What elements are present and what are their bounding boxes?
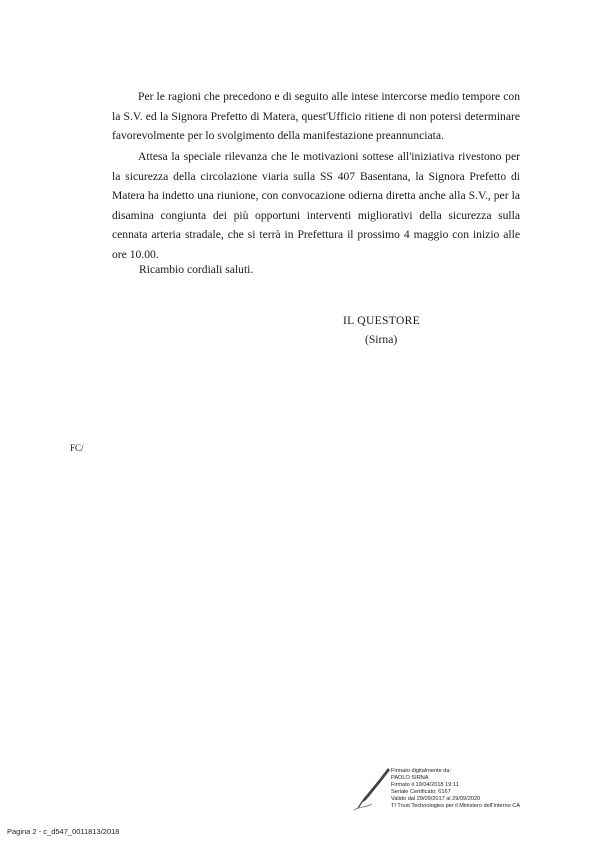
page-footer: Pagina 2 - c_d547_0011813/2018 (7, 827, 120, 836)
digital-signature-block (391, 768, 520, 809)
digital-signature-line: Valido dal 29/09/2017 al 29/09/2020 (391, 795, 481, 802)
author-initials: FC/ (70, 443, 84, 453)
digital-signature-line: PAOLO SIRNA (391, 774, 429, 781)
paragraph-2: Attesa la speciale rilevanza che le motivazioni sottese all'iniziativa rivestono per la sicurezza della circolazione viaria sulla SS 407 Basentana, la Signora Prefetto di Matera ha indetto una riunione, con convocazione odierna diretta anche alla S.V., per la disamina congiunta dei più opportuni interventi migliorativi della sicurezza sulla cennata arteria stradale, che si terrà in Prefettura il prossimo 4 maggio con inizio alle ore 10.00. (112, 150, 520, 261)
paragraph-1: Per le ragioni che precedono e di seguito alle intese intercorse medio tempore con la S.V. ed la Signora Prefetto di Matera, quest'Ufficio ritiene di non potersi determinare favorevolmente per lo svolgimento della manifestazione preannunciata. (112, 90, 520, 142)
signatory-title: IL QUESTORE (343, 314, 421, 327)
digital-signature-pen-icon (352, 766, 394, 812)
digital-signature-line: TI Trust Technologies per il Ministero dell'Interno CA (391, 802, 521, 809)
digital-signature-line: Seriale Certificato: 6167 (391, 788, 451, 795)
closing-salutation: Ricambio cordiali saluti. (139, 263, 254, 276)
digital-signature-line: Firmato il 19/04/2018 19:11 (391, 781, 459, 788)
signatory-name: (Sirna) (365, 333, 398, 346)
digital-signature-line: Firmato digitalmente da: (391, 768, 452, 774)
